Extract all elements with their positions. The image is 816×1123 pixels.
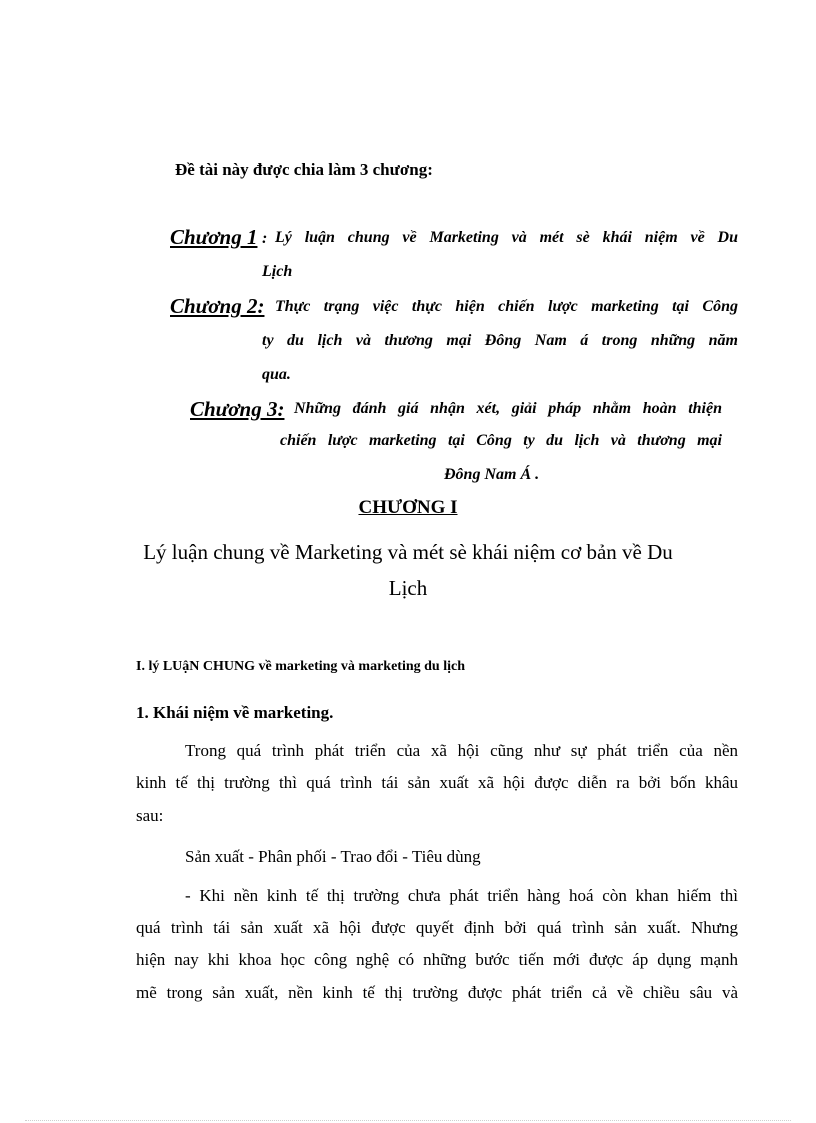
paragraph-2: Sản xuất - Phân phối - Trao đổi - Tiêu dùng xyxy=(185,847,481,866)
page-bottom-divider xyxy=(25,1120,791,1121)
chapter-3-label: Chương 3: xyxy=(190,397,285,421)
paragraph-3-line-2: quá trình tái sản xuất xã hội được quyết định bởi quá trình sản xuất. Nhưng xyxy=(136,918,738,937)
paragraph-1-line-3: sau: xyxy=(136,806,164,825)
chapter-2-line-1: Thực trạng việc thực hiện chiến lược marketing tại Công xyxy=(275,298,738,315)
chapter-subtitle-line-2: Lịch xyxy=(388,576,428,600)
paragraph-3-line-1: - Khi nền kinh tế thị trường chưa phát triển hàng hoá còn khan hiếm thì xyxy=(185,886,738,905)
paragraph-1-line-2: kinh tế thị trường thì quá trình tái sản xuất xã hội được diễn ra bởi bốn khâu xyxy=(136,773,738,792)
chapter-3-line-2: chiến lược marketing tại Công ty du lịch và thương mại xyxy=(280,432,722,449)
chapter-1-line-1: Lý luận chung về Marketing và mét sè khái niệm về Du xyxy=(275,229,738,246)
paragraph-1-line-1: Trong quá trình phát triển của xã hội cũng như sự phát triển của nền xyxy=(185,741,738,760)
chapter-1-line-2: Lịch xyxy=(262,263,293,280)
section-heading: I. lý LUậN CHUNG về marketing và marketing du lịch xyxy=(136,659,465,674)
subsection-heading: 1. Khái niệm về marketing. xyxy=(136,703,334,722)
intro-text: Đề tài này được chia làm 3 chương: xyxy=(175,160,433,179)
chapter-1-label: Chương 1 xyxy=(170,225,258,249)
paragraph-3-line-3: hiện nay khi khoa học công nghệ có những bước tiến mới được áp dụng mạnh xyxy=(136,950,738,969)
chapter-1-separator: : xyxy=(262,230,268,247)
chapter-2-line-2: ty du lịch và thương mại Đông Nam á trong những năm xyxy=(262,332,738,349)
chapter-2-label: Chương 2: xyxy=(170,294,265,318)
chapter-heading: CHƯƠNG I xyxy=(358,497,458,518)
chapter-2-line-3: qua. xyxy=(262,366,291,383)
paragraph-3-line-4: mẽ trong sản xuất, nền kinh tế thị trường được phát triển cả về chiều sâu và xyxy=(136,983,738,1002)
chapter-3-line-1: Những đánh giá nhận xét, giải pháp nhằm hoàn thiện xyxy=(294,400,722,417)
chapter-3-line-3: Đông Nam Á . xyxy=(444,466,540,483)
chapter-subtitle-line-1: Lý luận chung về Marketing và mét sè khái niệm cơ bản về Du xyxy=(143,540,673,564)
